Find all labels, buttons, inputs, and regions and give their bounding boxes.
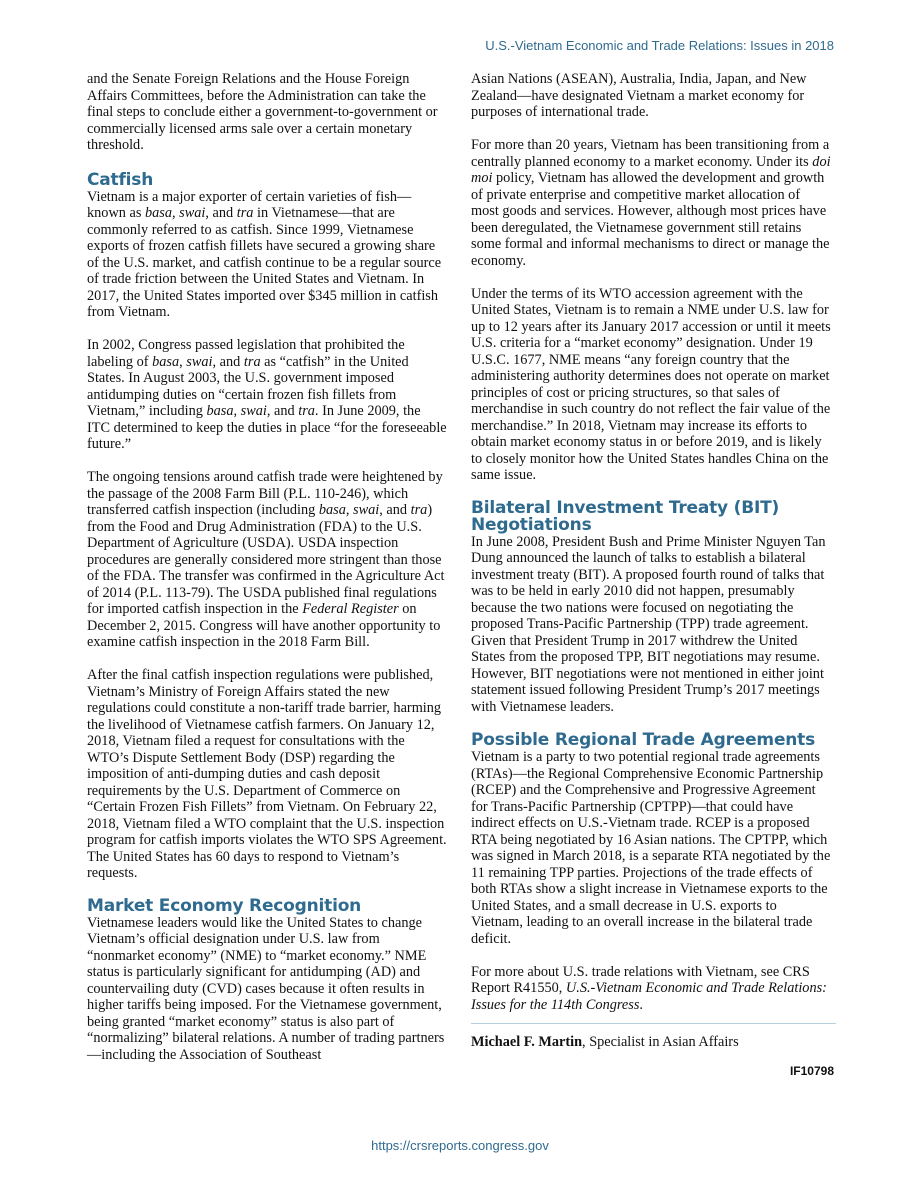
catfish-paragraph-4: After the final catfish inspection regulations were published, Vietnam’s Ministry of Foreign Affairs stated the new regulations could constitute a non-tariff trade barrier, harming the livelihood of Vietnamese catfish farmers. On January 12, 2018, Vietnam filed a request for consultations with the WTO’s Dispute Settlement Body (DSP) regarding the imposition of anti-dumping duties and cash deposit requirements by the U.S. Department of Commerce on “Certain Frozen Fish Fillets” from Vietnam. On February 22, 2018, Vietnam filed a WTO complaint that the U.S. inspection program for catfish imports violates the WTO SPS Agreement. The United States has 60 days to respond to Vietnam’s requests. (87, 667, 447, 881)
bit-paragraph: In June 2008, President Bush and Prime Minister Nguyen Tan Dung announced the launch of talks to establish a bilateral investment treaty (BIT). A proposed fourth round of talks that was to be held in early 2010 did not happen, presumably because the two nations were focused on negotiating the proposed Trans-Pacific Partnership (TPP) trade agreement. Given that President Trump in 2017 withdrew the United States from the proposed TPP, BIT negotiations may resume. However, BIT negotiations were not mentioned in either joint statement issued following President Trump’s 2017 meetings with Vietnamese leaders. (471, 533, 826, 715)
left-column (87, 71, 447, 1063)
catfish-heading: Catfish (87, 169, 154, 190)
report-title: U.S.-Vietnam Economic and Trade Relations: Issues for the 114th Congress (471, 980, 827, 1013)
catfish-paragraph-3: The ongoing tensions around catfish trade were heightened by the passage of the 2008 Farm Bill (P.L. 110-246), which transferred catfish inspection (including basa, swai, and tra) from the Food and Drug Administration (FDA) to the U.S. Department of Agriculture (USDA). USDA inspection procedures are generally considered more stringent than those of the FDA. The transfer was confirmed in the Agriculture Act of 2014 (P.L. 113-79). The USDA published final regulations for imported catfish inspection in the Federal Register on December 2, 2015. Congress will have another opportunity to examine catfish inspection in the 2018 Farm Bill. (87, 469, 445, 650)
bit-heading: Bilateral Investment Treaty (BIT) Negotiations (471, 497, 780, 535)
author-divider (471, 1023, 836, 1024)
catfish-paragraph-1: Vietnam is a major exporter of certain varieties of fish—known as basa, swai, and tra in Vietnamese—that are commonly referred to as catfish. Since 1999, Vietnamese exports of frozen catfish fillets have secured a growing share of the U.S. market, and catfish continue to be a regular source of trade friction between the United States and Vietnam. In 2017, the United States imported over $345 million in catfish from Vietnam. (87, 188, 442, 320)
market-economy-heading: Market Economy Recognition (87, 895, 362, 916)
rta-heading: Possible Regional Trade Agreements (471, 730, 816, 750)
rta-paragraph-2: For more about U.S. trade relations with Vietnam, see CRS Report R41550, U.S.-Vietnam Economic and Trade Relations: Issues for the 114th Congress. (471, 963, 827, 1013)
right-column (471, 71, 831, 1051)
catfish-paragraph-2: In 2002, Congress passed legislation that prohibited the labeling of basa, swai, and tra as “catfish” in the United States. In August 2003, the U.S. government imposed antidumping duties on “certain frozen fish fillets from Vietnam,” including basa, swai, and tra. In June 2009, the ITC determined to keep the duties in place “for the foreseeable future.” (87, 337, 447, 452)
author-name: Michael F. Martin (471, 1034, 583, 1050)
rta-paragraph-1: Vietnam is a party to two potential regional trade agreements (RTAs)—the Regional Comprehensive Economic Partnership (RCEP) and the Comprehensive and Progressive Agreement for Trans-Pacific Partnership (CPTPP)—that could have indirect effects on U.S.-Vietnam trade. RCEP is a proposed RTA being negotiated by 16 Asian nations. The CPTPP, which was signed in March 2018, is a separate RTA negotiated by the 11 remaining TPP parties. Projections of the trade effects of both RTAs show a slight increase in Vietnamese exports to the United States, and a small decrease in U.S. exports to Vietnam, leading to an overall increase in the bilateral trade deficit. (471, 749, 831, 947)
document-id: IF10798 (789, 1064, 834, 1078)
doi-moi-term: doi moi (471, 153, 831, 186)
intro-paragraph: and the Senate Foreign Relations and the House Foreign Affairs Committees, before the Administration can take the final steps to conclude either a government-to-government or commercially licensed arms sale over a certain monetary threshold. (87, 71, 438, 153)
market-paragraph-1: Vietnamese leaders would like the United States to change Vietnam’s official designation under U.S. law from “nonmarket economy” (NME) to “market economy.” NME status is particularly significant for antidumping (AD) and countervailing duty (CVD) cases because it often results in higher tariffs being imposed. For the Vietnamese government, being granted “market economy” status is also part of “normalizing” bilateral relations. A number of trading partners—including the Association of Southeast (87, 914, 445, 1063)
footer-url-link[interactable]: https://crsreports.congress.gov (371, 1138, 549, 1153)
market-paragraph-2: For more than 20 years, Vietnam has been transitioning from a centrally planned economy to a market economy. Under its doi moi policy, Vietnam has allowed the development and growth of private enterprise and competitive market allocation of most goods and services. However, although most prices have been deregulated, the Vietnamese government still retains some formal and informal mechanisms to direct or manage the economy. (471, 137, 831, 269)
market-paragraph-1-continued: Asian Nations (ASEAN), Australia, India, Japan, and New Zealand—have designated Vietnam a market economy for purposes of international trade. (471, 71, 807, 120)
market-paragraph-3: Under the terms of its WTO accession agreement with the United States, Vietnam is to remain a NME under U.S. law for up to 12 years after its January 2017 accession or until it meets U.S. criteria for a “market economy” designation. Under 19 U.S.C. 1677, NME means “any foreign country that the administering authority determines does not operate on market principles of cost or pricing structures, so that sales of merchandise in such country do not reflect the fair value of the merchandise.” In 2018, Vietnam may increase its efforts to obtain market economy status in or before 2019, and is likely to closely monitor how the United States handles China on the same issue. (471, 285, 831, 483)
author-line: Michael F. Martin, Specialist in Asian Affairs (471, 1034, 739, 1050)
running-title: U.S.-Vietnam Economic and Trade Relations: Issues in 2018 (485, 38, 834, 53)
